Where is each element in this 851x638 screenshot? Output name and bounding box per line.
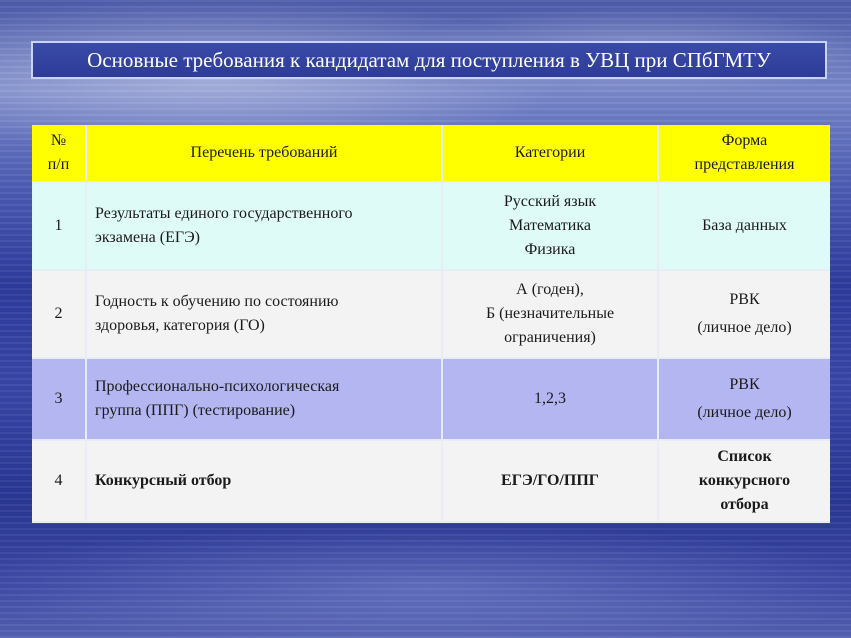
row-num: 2: [32, 270, 86, 358]
form-line: РВК: [729, 376, 760, 393]
requirement-line: экзамена (ЕГЭ): [95, 229, 200, 246]
row-category: [442, 270, 658, 358]
header-requirements: Перечень требований: [86, 125, 442, 182]
row-num: 3: [32, 358, 86, 440]
row-form: [658, 358, 830, 440]
table-row: [32, 358, 830, 440]
row-requirement: [86, 270, 442, 358]
row-requirement: [86, 358, 442, 440]
form-line: конкурсного: [698, 472, 791, 489]
requirements-table: [32, 125, 830, 523]
row-form: [658, 182, 830, 270]
requirement-line: здоровья, категория (ГО): [95, 317, 265, 334]
form-line: (личное дело): [697, 319, 792, 336]
header-form: [658, 125, 830, 182]
row-category: [442, 182, 658, 270]
row-category: 1,2,3: [442, 358, 658, 440]
slide-title-box: [31, 41, 827, 79]
requirement-line: Результаты единого государственного: [95, 205, 353, 222]
requirement-line: Годность к обучению по состоянию: [95, 293, 339, 310]
row-requirement: Конкурсный отбор: [86, 440, 442, 522]
row-requirement: [86, 182, 442, 270]
form-line: РВК: [729, 291, 760, 308]
category-line: Русский язык: [503, 193, 597, 210]
header-form-line1: Форма: [721, 132, 768, 149]
row-num: 1: [32, 182, 86, 270]
table-row: [32, 440, 830, 522]
form-line: отбора: [720, 496, 769, 513]
row-num: 4: [32, 440, 86, 522]
header-form-line2: представления: [694, 156, 795, 173]
category-line: Б (незначительные: [485, 305, 615, 322]
category-line: Математика: [509, 217, 591, 234]
header-categories: Категории: [442, 125, 658, 182]
row-form: [658, 270, 830, 358]
header-num-line1: №: [50, 132, 67, 149]
form-line: (личное дело): [697, 404, 792, 421]
table-row: [32, 270, 830, 358]
form-line: База данных: [702, 217, 787, 234]
table-row: [32, 182, 830, 270]
row-form: [658, 440, 830, 522]
form-line: Список: [717, 448, 772, 465]
header-num-line2: п/п: [47, 156, 70, 173]
requirement-line: группа (ППГ) (тестирование): [95, 402, 296, 419]
table-header-row: [32, 125, 830, 182]
header-num: [32, 125, 86, 182]
slide-title: Основные требования к кандидатам для поступления в УВЦ при СПбГМТУ: [87, 47, 771, 72]
category-line: Физика: [524, 241, 576, 258]
requirement-line: Профессионально-психологическая: [95, 378, 340, 395]
category-line: ограничения): [504, 329, 596, 346]
category-line: А (годен),: [516, 281, 584, 298]
row-category: ЕГЭ/ГО/ППГ: [442, 440, 658, 522]
